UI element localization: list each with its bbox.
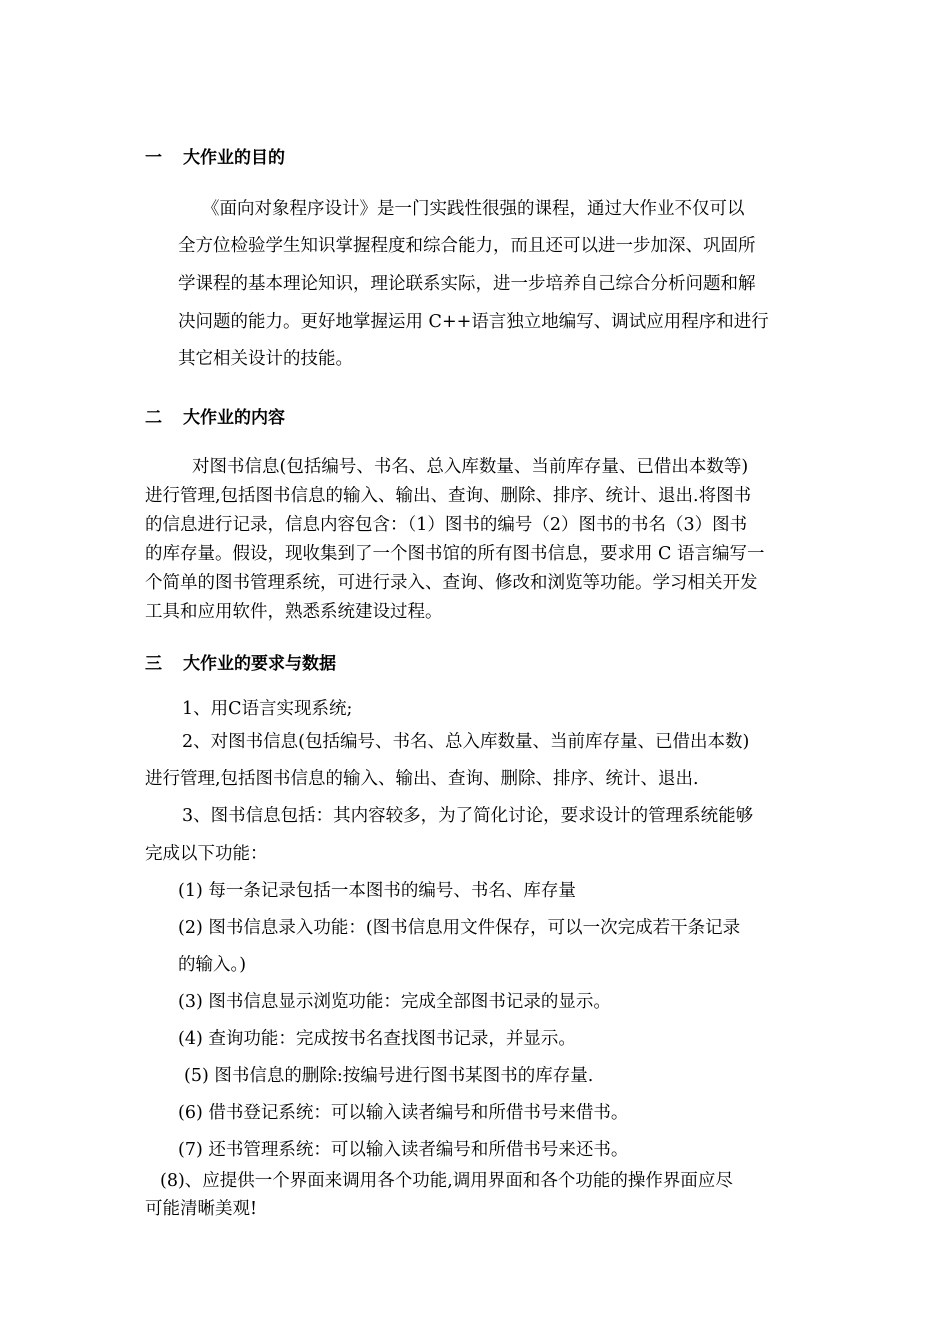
paragraph-line: 对图书信息(包括编号、书名、总入库数量、当前库存量、已借出本数等) xyxy=(192,457,749,477)
section-title: 大作业的要求与数据 xyxy=(183,654,336,674)
function-item: (2) 图书信息录入功能：(图书信息用文件保存，可以一次完成若干条记录 xyxy=(178,918,741,938)
section-number: 一 xyxy=(145,148,162,168)
requirement-item: 2、对图书信息(包括编号、书名、总入库数量、当前库存量、已借出本数) xyxy=(182,732,750,752)
function-item: (4) 查询功能：完成按书名查找图书记录，并显示。 xyxy=(178,1029,576,1049)
function-item: (7) 还书管理系统：可以输入读者编号和所借书号来还书。 xyxy=(178,1140,629,1160)
section-heading-3 xyxy=(145,649,336,674)
function-item: (1) 每一条记录包括一本图书的编号、书名、库存量 xyxy=(178,881,576,901)
paragraph-line: 工具和应用软件，熟悉系统建设过程。 xyxy=(145,602,443,622)
paragraph-line: 的库存量。假设，现收集到了一个图书馆的所有图书信息，要求用 C 语言编写一 xyxy=(145,544,765,564)
paragraph-line: 其它相关设计的技能。 xyxy=(178,349,353,369)
requirement-item: 1、用C语言实现系统; xyxy=(182,699,353,719)
paragraph-line: 的信息进行记录，信息内容包含：（1）图书的编号（2）图书的书名（3）图书 xyxy=(145,515,748,535)
requirement-item: 进行管理,包括图书信息的输入、输出、查询、删除、排序、统计、退出. xyxy=(145,769,699,789)
section-heading-2 xyxy=(145,403,285,428)
function-item: 可能清晰美观! xyxy=(145,1199,258,1219)
function-item: (6) 借书登记系统：可以输入读者编号和所借书号来借书。 xyxy=(178,1103,629,1123)
function-item: (3) 图书信息显示浏览功能：完成全部图书记录的显示。 xyxy=(178,992,611,1012)
paragraph-line: 全方位检验学生知识掌握程度和综合能力，而且还可以进一步加深、巩固所 xyxy=(178,236,756,256)
section-title: 大作业的目的 xyxy=(183,148,285,168)
section-number: 三 xyxy=(145,654,162,674)
paragraph-line: 《面向对象程序设计》是一门实践性很强的课程，通过大作业不仅可以 xyxy=(202,199,745,219)
function-item: (8)、应提供一个界面来调用各个功能,调用界面和各个功能的操作界面应尽 xyxy=(160,1171,733,1191)
function-item: 的输入。) xyxy=(178,955,247,975)
section-title: 大作业的内容 xyxy=(183,408,285,428)
section-heading-1 xyxy=(145,143,285,168)
requirement-item: 3、图书信息包括：其内容较多，为了简化讨论，要求设计的管理系统能够 xyxy=(182,806,754,826)
requirement-item: 完成以下功能： xyxy=(145,844,268,864)
paragraph-line: 决问题的能力。更好地掌握运用 C++语言独立地编写、调试应用程序和进行 xyxy=(178,312,769,332)
function-item: (5) 图书信息的删除:按编号进行图书某图书的库存量. xyxy=(184,1066,594,1086)
paragraph-line: 进行管理,包括图书信息的输入、输出、查询、删除、排序、统计、退出.将图书 xyxy=(145,486,752,506)
paragraph-line: 学课程的基本理论知识，理论联系实际，进一步培养自己综合分析问题和解 xyxy=(178,274,756,294)
section-number: 二 xyxy=(145,408,162,428)
paragraph-line: 个简单的图书管理系统，可进行录入、查询、修改和浏览等功能。学习相关开发 xyxy=(145,573,758,593)
